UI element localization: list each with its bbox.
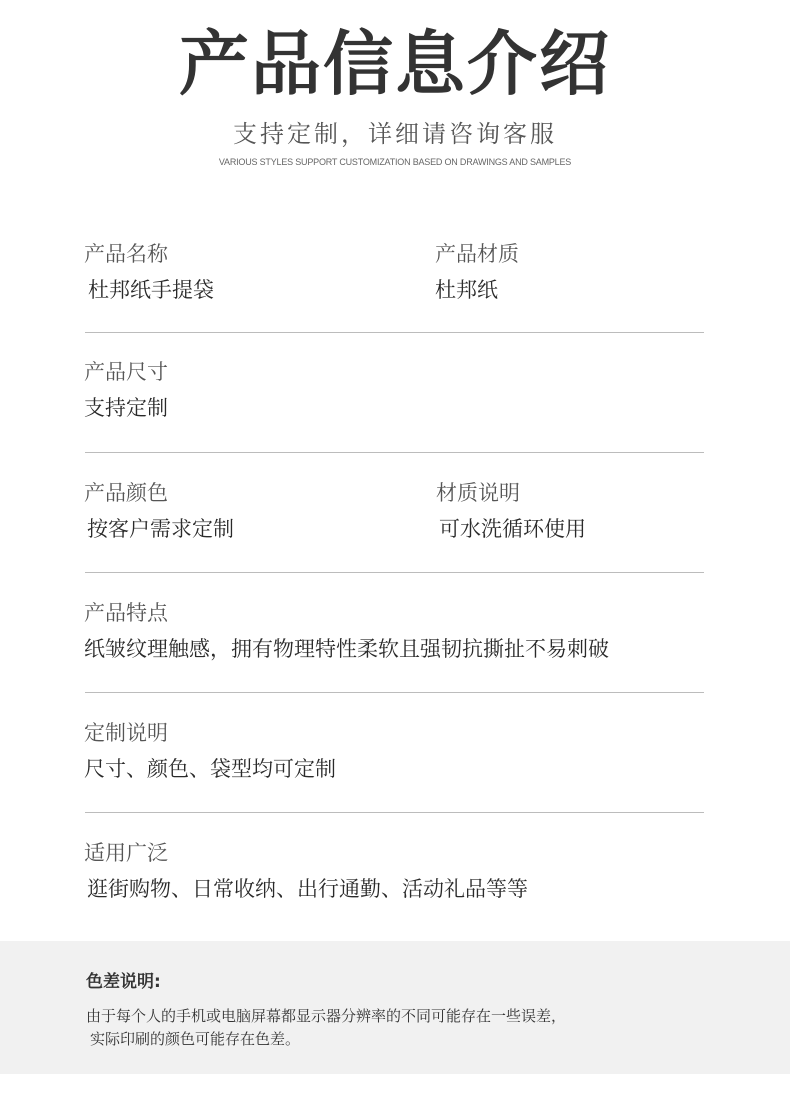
spec-value-name: 杜邦纸手提袋	[88, 278, 214, 302]
divider	[85, 332, 704, 333]
divider	[85, 812, 704, 813]
spec-cell-material	[435, 240, 519, 304]
note-line: 实际印刷的颜色可能存在色差。	[90, 1030, 301, 1048]
page-subtitle-english: VARIOUS STYLES SUPPORT CUSTOMIZATION BASED ON DRAWINGS AND SAMPLES	[218, 157, 572, 167]
page-subtitle: 支持定制，详细请咨询客服	[233, 120, 557, 148]
spec-value-material: 杜邦纸	[435, 278, 498, 302]
spec-value-color: 按客户需求定制	[87, 517, 234, 541]
spec-label-size: 产品尺寸	[84, 360, 168, 384]
spec-value-customization: 尺寸、颜色、袋型均可定制	[84, 757, 336, 781]
spec-value-material-note: 可水洗循环使用	[439, 517, 586, 541]
spec-cell-features	[84, 599, 609, 663]
spec-cell-usage	[84, 839, 528, 903]
divider	[85, 572, 704, 573]
spec-label-color: 产品颜色	[84, 481, 168, 505]
page-title: 产品信息介绍	[179, 23, 611, 105]
note-line: 由于每个人的手机或电脑屏幕都显示器分辨率的不同可能存在一些误差，	[86, 1007, 567, 1025]
spec-cell-customization	[84, 719, 336, 783]
spec-cell-name	[84, 240, 214, 304]
spec-value-features: 纸皱纹理触感，拥有物理特性柔软且强韧抗撕扯不易刺破	[84, 637, 609, 661]
spec-value-size: 支持定制	[84, 396, 168, 420]
spec-label-usage: 适用广泛	[84, 841, 168, 865]
spec-cell-material-note	[436, 479, 586, 543]
divider	[85, 452, 704, 453]
spec-value-usage: 逛街购物、日常收纳、出行通勤、活动礼品等等	[87, 877, 528, 901]
note-body	[86, 1005, 726, 1051]
spec-label-name: 产品名称	[84, 242, 168, 266]
spec-cell-color	[84, 479, 234, 543]
divider	[85, 692, 704, 693]
color-difference-note	[0, 941, 790, 1074]
note-title: 色差说明:	[86, 972, 161, 992]
spec-label-material: 产品材质	[435, 242, 519, 266]
spec-cell-size	[84, 358, 168, 422]
spec-label-material-note: 材质说明	[436, 481, 520, 505]
spec-label-features: 产品特点	[84, 601, 168, 625]
spec-label-customization: 定制说明	[84, 721, 168, 745]
